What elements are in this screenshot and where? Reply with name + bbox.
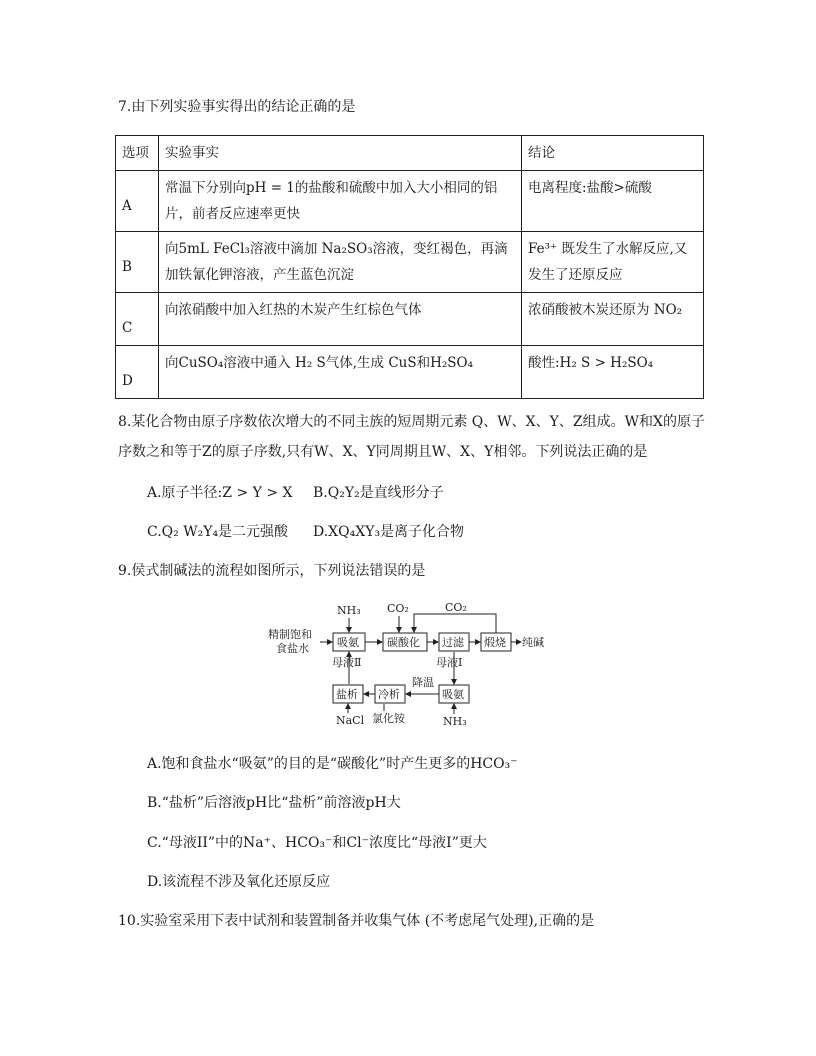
row-conclusion: 酸性:H₂ S > H₂SO₄ xyxy=(522,346,704,399)
mother-liquor-1-label: 母液Ⅰ xyxy=(436,656,463,669)
question-8-stem: 8.某化合物由原子序数依次增大的不同主族的短周期元素 Q、W、X、Y、Z组成。W和X的原子序数之和等于Z的原子序数,只有W、X、Y同周期且W、X、Y相邻。下列说法正确的是 xyxy=(118,414,705,460)
nh4cl-label: 氯化铵 xyxy=(372,712,405,725)
q9-option-a: A.饱和食盐水“吸氨”的目的是“碳酸化”时产生更多的HCO₃⁻ xyxy=(147,756,518,772)
row-option: A xyxy=(116,171,159,232)
box-salt-out-label: 盐析 xyxy=(336,688,358,701)
box-carbonate-label: 碳酸化 xyxy=(387,636,420,649)
row-fact: 常温下分别向pH = 1的盐酸和硫酸中加入大小相同的铝片，前者反应速率更快 xyxy=(159,171,522,232)
box-calcine-label: 煅烧 xyxy=(484,636,506,649)
row-fact: 向浓硝酸中加入红热的木炭产生红棕色气体 xyxy=(159,293,522,346)
box-filter-label: 过滤 xyxy=(442,636,464,649)
q8-option-d: D.XQ₄XY₃是离子化合物 xyxy=(313,524,465,540)
row-conclusion: 电离程度:盐酸>硫酸 xyxy=(522,171,704,232)
question-10-stem: 10.实验室采用下表中试剂和装置制备并收集气体 (不考虑尾气处理),正确的是 xyxy=(118,913,595,929)
q9-option-d: D.该流程不涉及氧化还原反应 xyxy=(147,874,331,890)
header-fact: 实验事实 xyxy=(159,136,522,171)
co2-a-label: CO₂ xyxy=(387,602,409,615)
row-option: C xyxy=(116,293,159,346)
q8-option-a: A.原子半径:Z > Y > X xyxy=(147,485,293,501)
question-9-stem: 9.侯式制碱法的流程如图所示，下列说法错误的是 xyxy=(118,563,426,579)
header-conclusion: 结论 xyxy=(522,136,704,171)
row-option: D xyxy=(116,346,159,399)
box-absorb-2-label: 吸氨 xyxy=(442,688,464,701)
table-header-row xyxy=(116,136,704,171)
mother-liquor-2-label: 母液Ⅱ xyxy=(332,656,362,669)
co2-b-label: CO₂ xyxy=(445,601,467,614)
nh3-top-label: NH₃ xyxy=(337,604,361,617)
box-cold-label: 冷析 xyxy=(378,688,400,701)
table-row xyxy=(116,171,704,232)
q8-option-b: B.Q₂Y₂是直线形分子 xyxy=(313,485,444,501)
input-label-1: 精制饱和 xyxy=(268,628,312,641)
nh3-bottom-label: NH₃ xyxy=(443,715,467,728)
question-7-title: 7.由下列实验事实得出的结论正确的是 xyxy=(118,99,356,115)
q7-table xyxy=(115,135,704,399)
flow-diagram xyxy=(262,598,562,728)
table-row xyxy=(116,346,704,399)
row-conclusion: Fe³⁺ 既发生了水解反应,又发生了还原反应 xyxy=(522,232,704,293)
row-fact: 向5mL FeCl₃溶液中滴加 Na₂SO₃溶液，变红褐色，再滴加铁氰化钾溶液，产生蓝色沉淀 xyxy=(159,232,522,293)
header-option: 选项 xyxy=(116,136,159,171)
q8-option-c: C.Q₂ W₂Y₄是二元强酸 xyxy=(147,524,289,540)
product-label: 纯碱 xyxy=(522,636,544,649)
row-conclusion: 浓硝酸被木炭还原为 NO₂ xyxy=(522,293,704,346)
nacl-label: NaCl xyxy=(336,714,365,727)
box-absorb-1-label: 吸氨 xyxy=(337,636,359,649)
row-option: B xyxy=(116,232,159,293)
table-row xyxy=(116,293,704,346)
cooling-label: 降温 xyxy=(412,676,434,689)
q9-option-c: C.“母液II”中的Na⁺、HCO₃⁻和Cl⁻浓度比“母液I”更大 xyxy=(147,835,487,851)
input-label-2: 食盐水 xyxy=(276,642,309,655)
q9-option-b: B.“盐析”后溶液pH比“盐析”前溶液pH大 xyxy=(147,795,401,811)
row-fact: 向CuSO₄溶液中通入 H₂ S气体,生成 CuS和H₂SO₄ xyxy=(159,346,522,399)
table-row xyxy=(116,232,704,293)
